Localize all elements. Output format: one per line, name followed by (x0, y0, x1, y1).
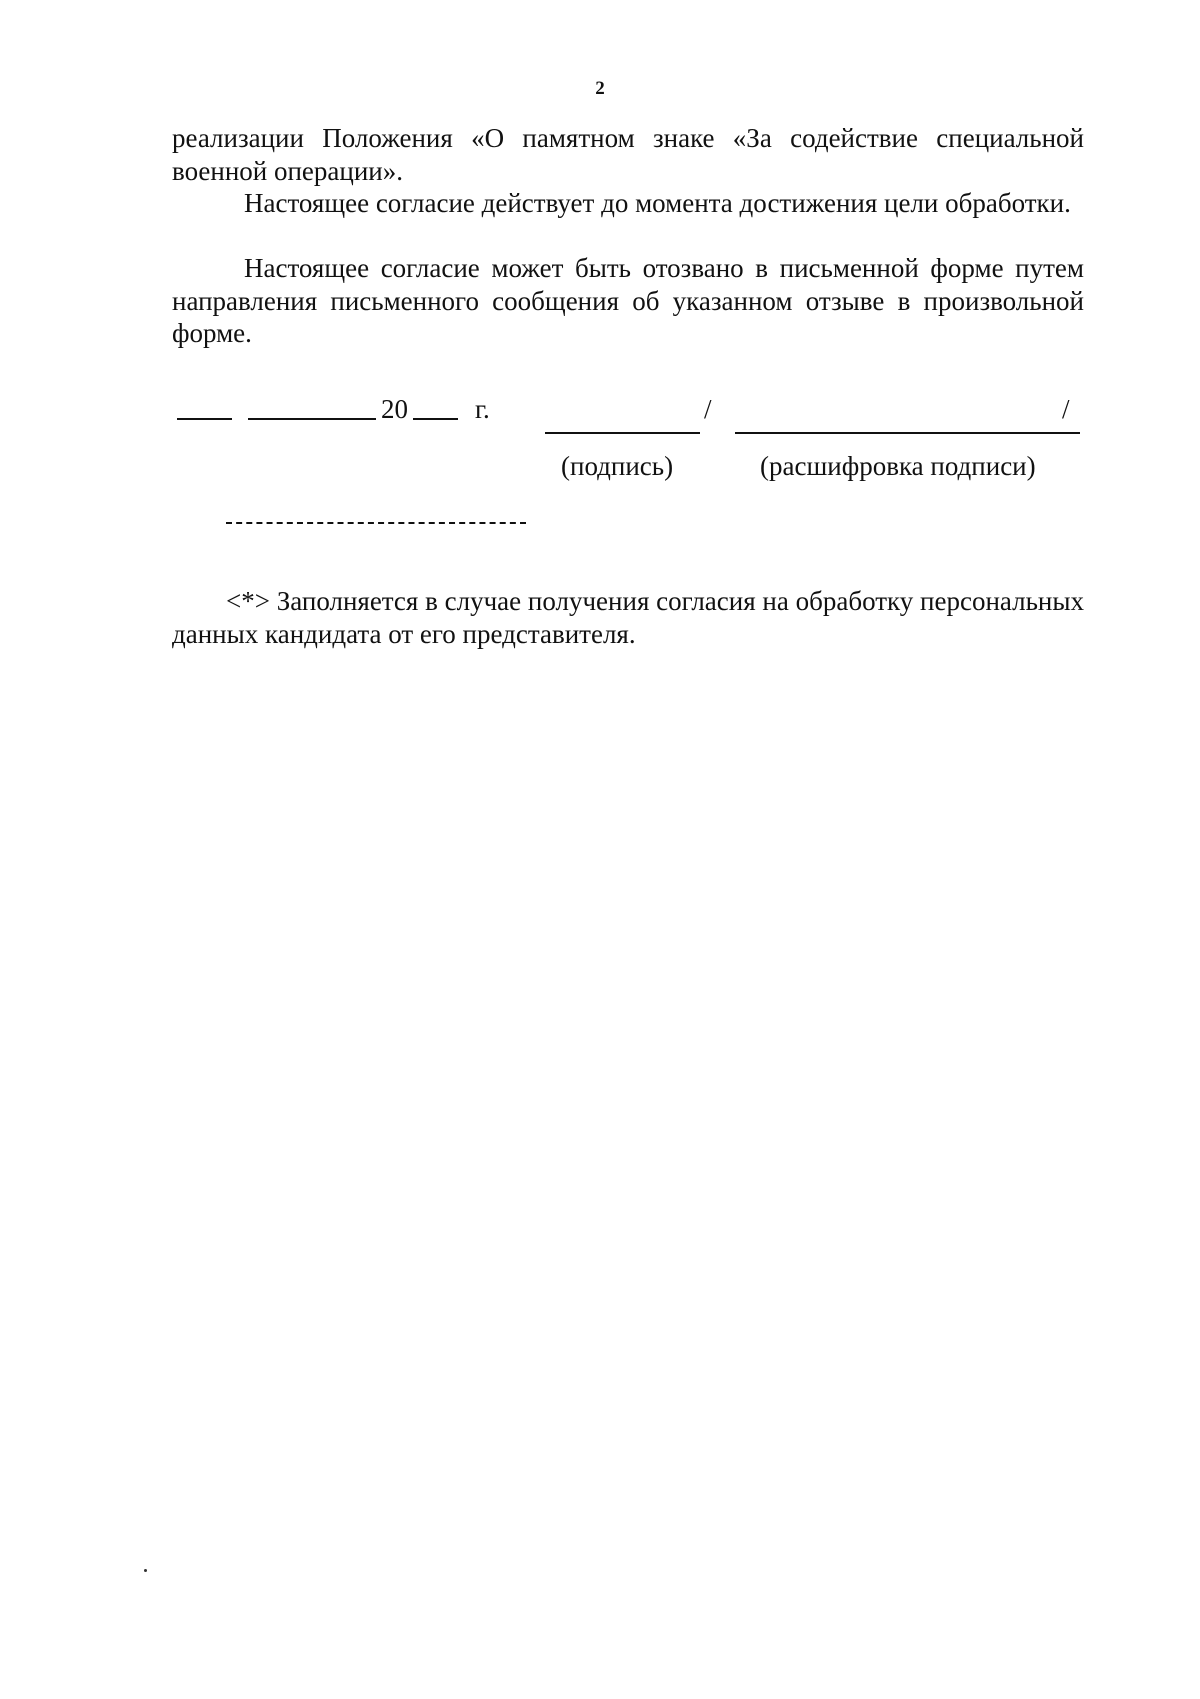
date-year-line (413, 418, 458, 420)
signature-decoding-line (735, 432, 1080, 434)
scan-artifact-dot (144, 1569, 147, 1572)
date-month-line (248, 418, 376, 420)
date-day-line (177, 418, 232, 420)
footnote-text: <*> Заполняется в случае получения согласия на обработку персональных данных кандидата от его представителя. (172, 586, 1084, 649)
slash-separator-end: / (1062, 394, 1070, 424)
footnote-separator (226, 522, 526, 524)
slash-separator: / (704, 394, 712, 424)
paragraph-revocation: Настоящее согласие может быть отозвано в письменной форме путем направления письменного сообщения об указанном отзыве в произвольной форме. (172, 253, 1084, 348)
paragraph-purpose-continuation: реализации Положения «О памятном знаке «За содействие специальной военной операции». (172, 123, 1084, 186)
signature-caption: (подпись) (561, 451, 674, 481)
page-number: 2 (595, 78, 605, 99)
signature-line (545, 432, 700, 434)
date-year-prefix: 20 (381, 394, 408, 424)
date-year-suffix: г. (475, 394, 490, 424)
paragraph-validity: Настоящее согласие действует до момента достижения цели обработки. (244, 188, 1071, 218)
signature-decoding-caption: (расшифровка подписи) (760, 451, 1036, 481)
